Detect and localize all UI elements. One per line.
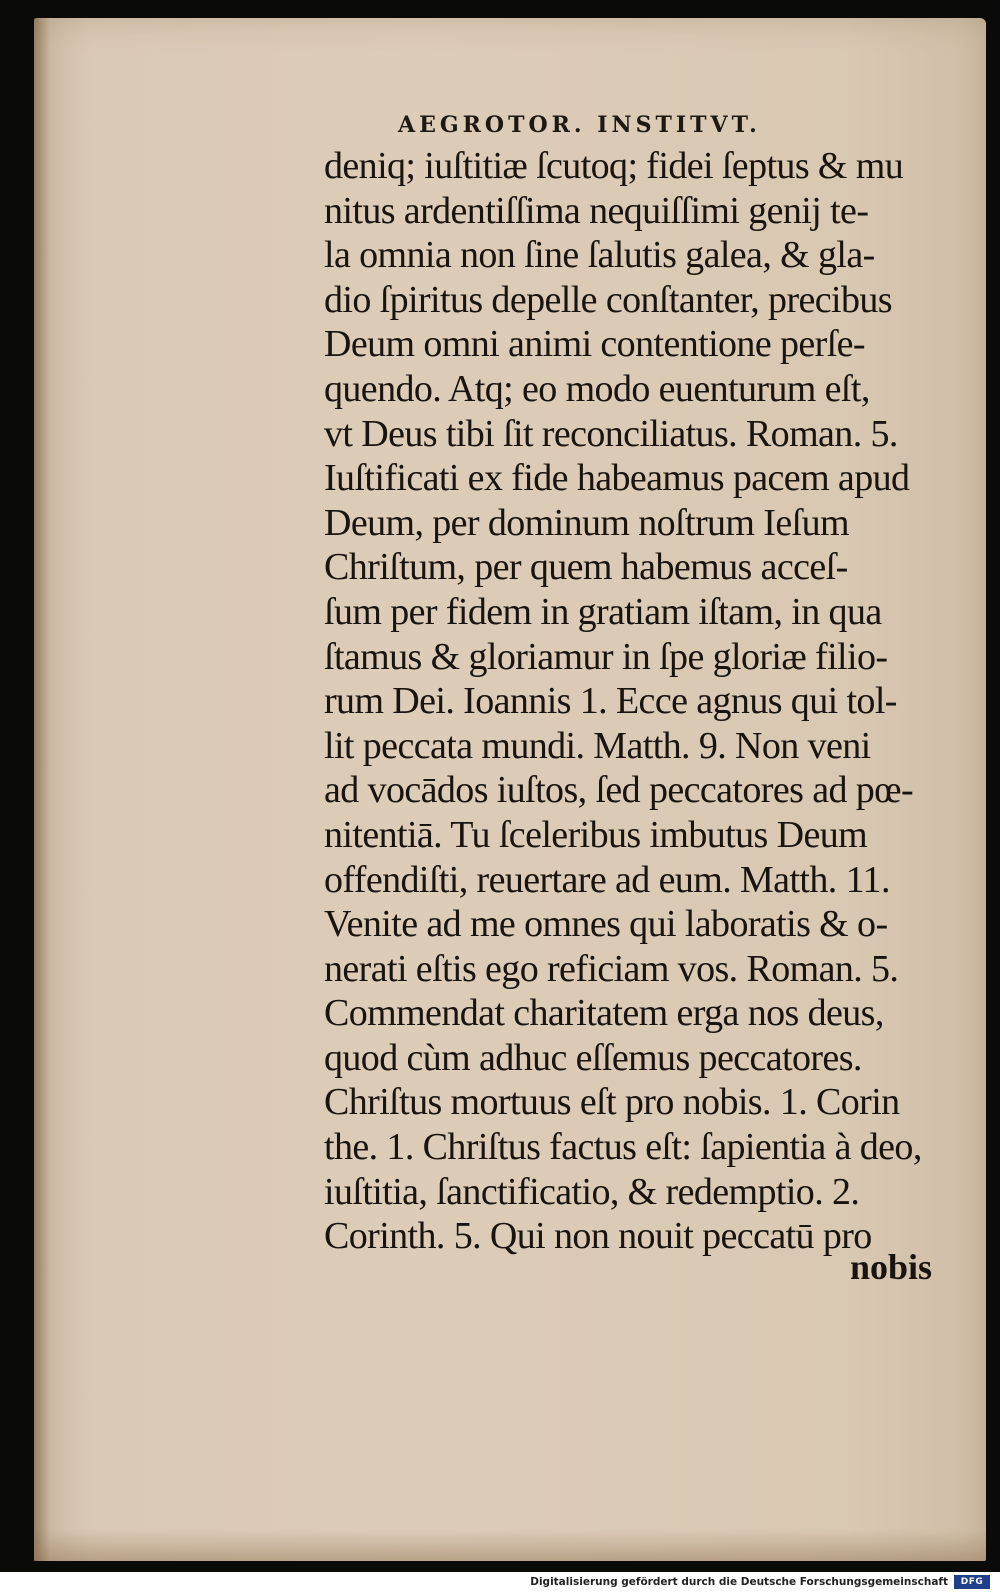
text-line: quendo. Atq; eo modo euenturum eſt, (324, 367, 870, 410)
text-line: nerati eſtis ego reficiam vos. Roman. 5. (324, 947, 899, 990)
text-line: dio ſpiritus depelle conſtanter, precibus (324, 278, 892, 321)
text-line: Venite ad me omnes qui laboratis & o- (324, 903, 888, 946)
text-line: ſtamus & gloriamur in ſpe gloriæ filio- (324, 635, 888, 678)
text-line: la omnia non ſine ſalutis galea, & gla- (324, 234, 875, 277)
digitization-credit: Digitalisierung gefördert durch die Deutsche Forschungsgemeinschaft (530, 1576, 948, 1588)
text-line: nitus ardentiſſima nequiſſimi genij te- (324, 189, 869, 232)
text-line: offendiſti, reuertare ad eum. Matth. 11. (324, 858, 890, 901)
text-line: ſum per fidem in gratiam iſtam, in qua (324, 590, 882, 633)
text-line: Deum, per dominum noſtrum Ieſum (324, 501, 849, 544)
text-line: Corinth. 5. Qui non nouit peccatū pro (324, 1215, 872, 1258)
text-line: iuſtitia, ſanctificatio, & redemptio. 2. (324, 1170, 860, 1213)
text-line: Iuſtificati ex fide habeamus pacem apud (324, 457, 910, 500)
dfg-logo: DFG (954, 1575, 990, 1589)
catchword: nobis (850, 1247, 933, 1287)
text-line: ad vocādos iuſtos, ſed peccatores ad pœ- (324, 769, 914, 812)
text-line: Chriſtus mortuus eſt pro nobis. 1. Corin (324, 1081, 900, 1124)
text-line: the. 1. Chriſtus factus eſt: ſapientia à deo, (324, 1126, 922, 1169)
text-line: lit peccata mundi. Matth. 9. Non veni (324, 724, 871, 767)
text-line: nitentiā. Tu ſceleribus imbutus Deum (324, 813, 868, 856)
text-line: deniq; iuſtitiæ ſcutoq; fidei ſeptus & mu (324, 145, 904, 187)
text-line: Chriſtum, per quem habemus acceſ- (324, 546, 848, 589)
page-gutter-shadow (34, 18, 50, 1561)
text-line: Commendat charitatem erga nos deus, (324, 992, 884, 1035)
text-line: Deum omni animi contentione perſe- (324, 323, 865, 366)
text-line: rum Dei. Ioannis 1. Ecce agnus qui tol- (324, 680, 897, 723)
page-bottom-shadow (34, 1530, 986, 1561)
text-line: vt Deus tibi ſit reconciliatus. Roman. 5. (324, 412, 898, 455)
running-head: AEGROTOR. INSTITVT. (398, 112, 761, 138)
body-text (324, 144, 954, 1259)
text-line: quod cùm adhuc eſſemus peccatores. (324, 1036, 862, 1079)
